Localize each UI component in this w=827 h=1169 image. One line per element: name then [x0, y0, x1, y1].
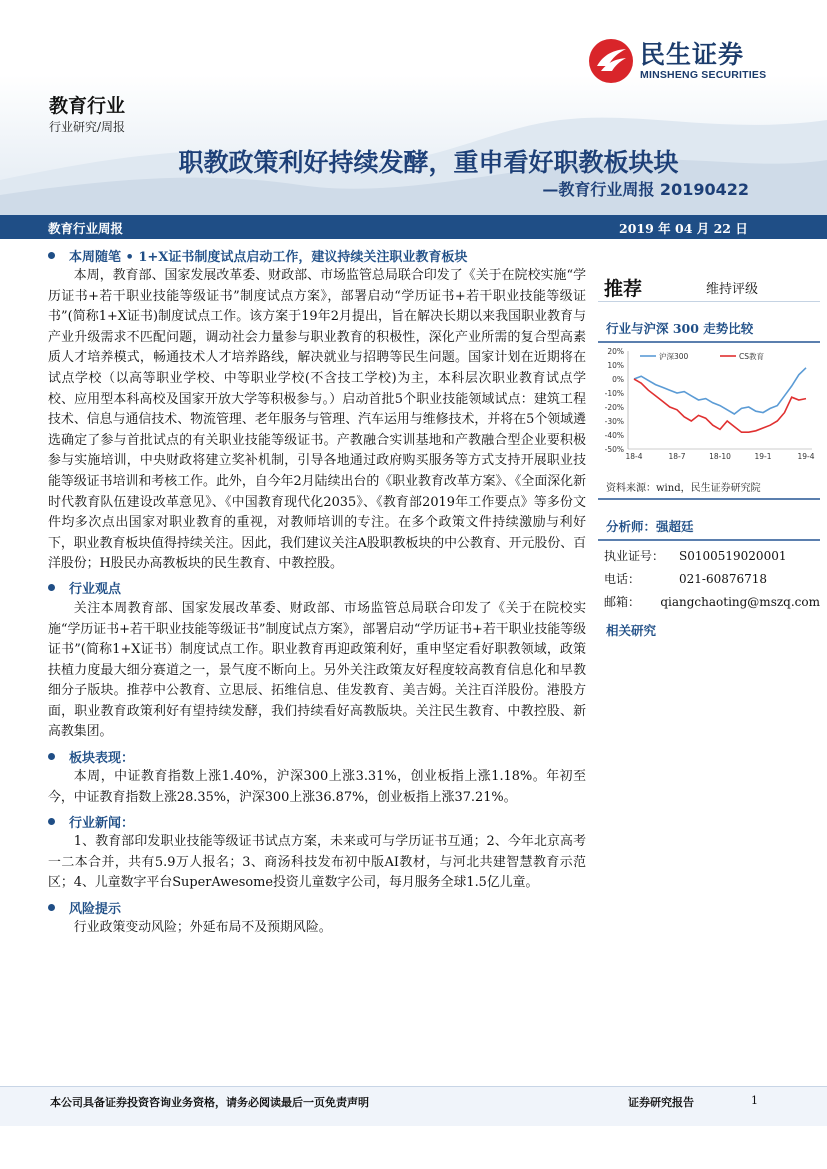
- chart-source: 资料来源：wind，民生证券研究院: [598, 475, 820, 500]
- section-paragraph: 本周，中证教育指数上涨1.40%，沪深300上涨3.31%，创业板指上涨1.18%。年初至今，中证教育指数上涨28.35%，沪深300上涨36.87%，创业板指上涨37.21%。: [48, 769, 586, 805]
- band-report-date: 2019 年 04 月 22 日: [619, 221, 748, 236]
- rating-status: 维持评级: [706, 282, 759, 297]
- chart-heading: 行业与沪深 300 走势比较: [598, 314, 820, 343]
- section-industry-news: [48, 812, 586, 894]
- section-heading: 行业新闻：: [69, 815, 135, 831]
- analyst-phone: 021-60876718: [679, 572, 768, 586]
- analyst-label: 电话：: [604, 572, 641, 586]
- analyst-license: S0100519020001: [679, 549, 787, 563]
- section-industry-view: [48, 579, 586, 743]
- y-tick-label: -40%: [604, 431, 624, 440]
- trend-chart: [598, 343, 820, 471]
- sidebar: [598, 268, 820, 643]
- y-tick-label: 0%: [612, 375, 624, 384]
- analyst-phone-row: [598, 568, 820, 591]
- section-heading: 本周随笔 • 1+X证书制度试点启动工作，建议持续关注职业教育板块: [69, 249, 468, 265]
- report-type: 行业研究/周报: [49, 120, 126, 134]
- x-tick-label: 18-4: [625, 452, 643, 461]
- bullet-icon: [48, 904, 55, 911]
- band-report-name: 教育行业周报: [48, 221, 124, 236]
- analyst-license-row: [598, 545, 820, 568]
- analyst-email-row: [598, 591, 820, 614]
- logo-english-name: MINSHENG SECURITIES: [640, 69, 767, 81]
- page-number: 1: [751, 1094, 758, 1107]
- footer-report-label: 证券研究报告: [628, 1096, 694, 1109]
- industry-label: 教育行业: [49, 95, 126, 117]
- logo-chinese-name: 民生证券: [640, 40, 745, 69]
- section-risk-warning: [48, 898, 586, 939]
- bullet-icon: [48, 252, 55, 259]
- minsheng-logo-icon: [588, 38, 634, 84]
- section-paragraph: 行业政策变动风险；外延布局不及预期风险。: [73, 920, 332, 936]
- section-heading: 行业观点: [69, 582, 122, 598]
- y-tick-label: 10%: [607, 361, 624, 370]
- y-tick-label: -10%: [604, 389, 624, 398]
- analyst-info: [598, 541, 820, 614]
- analyst-heading: 分析师：强超廷: [598, 512, 820, 541]
- analyst-email[interactable]: qiangchaoting@mszq.com: [660, 595, 820, 609]
- y-tick-label: -50%: [604, 445, 624, 454]
- bullet-icon: [48, 753, 55, 760]
- y-tick-label: -30%: [604, 417, 624, 426]
- section-paragraph: 关注本周教育部、国家发展改革委、财政部、市场监管总局联合印发了《关于在院校实施“学历证书+若干职业技能等级证书”制度试点方案》，部署启动“学历证书+若干职业技能等级证书”(简称1+X证书）制度试点工作。职业教育再迎政策利好，重申坚定看好职教领域，政策扶植力度最大细分赛道之一，景气度不断向上。另外关注政策友好程度较高教育信息化和早教细分子版块。推荐中公教育、立思辰、拓维信息、佳发教育、美吉姆。关注百洋股份。港股方面，职业教育政策利好有望持续发酵，我们持续看好高教版块。关注民生教育、中教控股、新高教集团。: [48, 600, 586, 740]
- report-subtitle: —教育行业周报 20190422: [542, 180, 749, 199]
- x-tick-label: 19-1: [754, 452, 772, 461]
- legend-label: 沪深300: [659, 352, 689, 361]
- analyst-label: 执业证号：: [604, 549, 665, 563]
- series-line-0: [634, 368, 806, 414]
- y-tick-label: 20%: [607, 347, 624, 356]
- y-tick-label: -20%: [604, 403, 624, 412]
- recommendation: 推荐: [604, 278, 643, 300]
- analyst-label: 邮箱：: [604, 595, 641, 609]
- x-tick-label: 19-4: [797, 452, 815, 461]
- section-heading: 风险提示: [69, 901, 122, 917]
- section-paragraph: 1、教育部印发职业技能等级证书试点方案，未来或可与学历证书互通；2、今年北京高考一二本合并，共有5.9万人报名；3、商汤科技发布初中版AI教材，与河北共建智慧教育示范区；4、儿童数字平台SuperAwesome投资儿童数字公司，每月服务全球1.5亿儿童。: [48, 834, 586, 891]
- section-weekly-essay: [48, 246, 586, 575]
- company-logo: [588, 38, 766, 84]
- section-heading: 板块表现：: [69, 750, 135, 766]
- rating-row: [598, 268, 820, 302]
- footer-disclaimer: 本公司具备证券投资咨询业务资格，请务必阅读最后一页免责声明: [50, 1096, 369, 1109]
- bullet-icon: [48, 584, 55, 591]
- bullet-icon: [48, 818, 55, 825]
- report-title: 职教政策利好持续发酵，重申看好职教板块块: [178, 148, 679, 177]
- section-sector-performance: [48, 747, 586, 808]
- x-tick-label: 18-7: [668, 452, 686, 461]
- x-tick-label: 18-10: [709, 452, 731, 461]
- section-paragraph: 本周，教育部、国家发展改革委、财政部、市场监管总局联合印发了《关于在院校实施“学历证书+若干职业技能等级证书”制度试点方案》，部署启动“学历证书+若干职业技能等级证书”(简称1+X证书)制度试点工作。该方案于19年2月提出，旨在解决长期以来我国职业教育与产业升级需求不匹配问题，调动社会力量参与职业教育的积极性，深化产业所需的复合型高素质人才培养模式，畅通技术人才培养路线，解决就业与招聘等民生问题。国家计划在近期将在试点学校（以高等职业学校、中等职业学校(不含技工学校)为主，本科层次职业教育试点学校、应用型本科高校及国家开放大学等积极参与。）启动首批5个职业技能领域试点：建筑工程技术、信息与通信技术、物流管理、老年服务与管理、汽车运用与维修技术，并将在5个领域遴选确定了参与首批试点的有关职业技能等级证书。产教融合实训基地和产教融合型企业要积极参与实施培训，中央财政将建立奖补机制，引导各地通过政府购买服务等方式支持开展职业技能等级证书培训和考核工作。此外，自今年2月陆续出台的《职业教育改革方案》、《全面深化新时代教育队伍建设改革意见》、《中国教育现代化2035》、《教育部2019年工作要点》等多份文件均多次点出国家对职业教育的重视，对教师培训的专注。在多个政策文件持续激励与利好下，职业教育板块值得持续关注。因此，我们建议关注A股职教板块的中公教育、开元股份、百洋股份；H股民办高教板块的民生教育、中教控股。: [48, 268, 586, 572]
- main-content: [48, 246, 586, 939]
- legend-label: CS教育: [739, 352, 764, 361]
- related-research-heading: 相关研究: [606, 623, 657, 638]
